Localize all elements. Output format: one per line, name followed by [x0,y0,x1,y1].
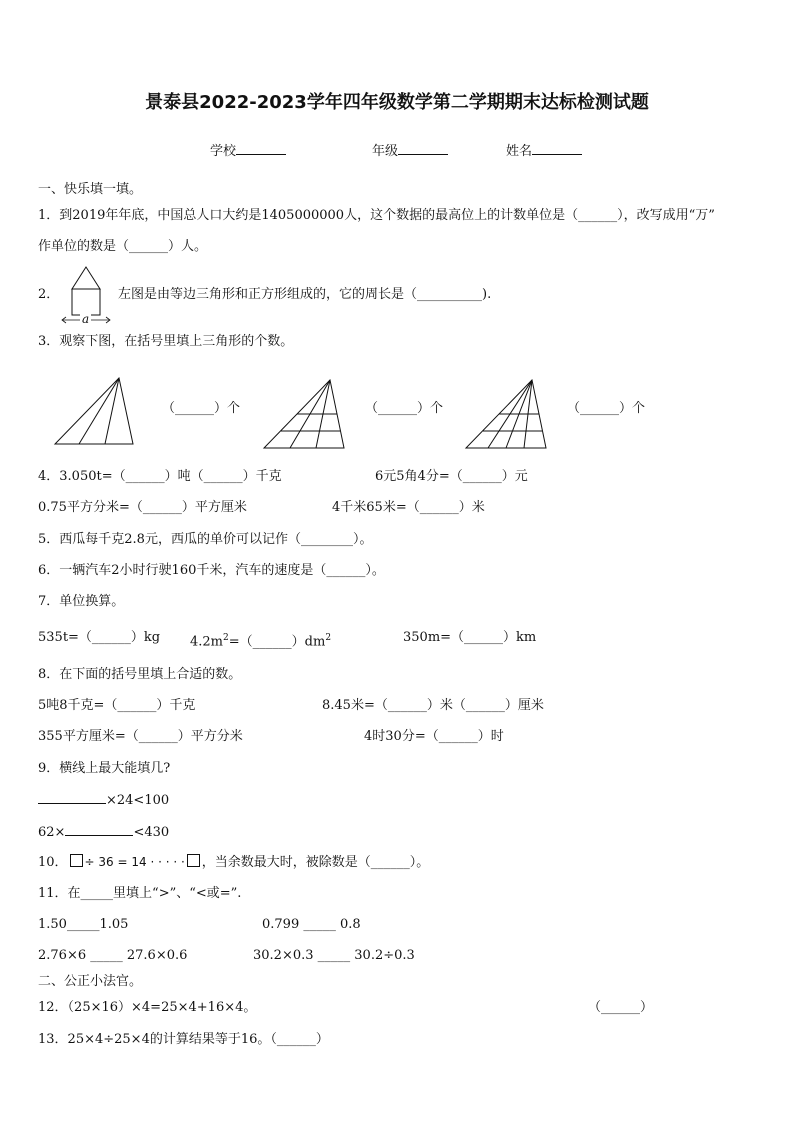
q2-number: 2． [38,287,60,302]
q9-b-prefix: 62× [38,825,66,840]
q12-text: 12．（25×16）×4=25×4+16×4。 [38,1000,257,1015]
q10-text: ，当余数最大时，被除数是（______）。 [201,855,430,870]
school-field[interactable] [210,140,286,159]
q7-b-exponent: 2 [223,633,229,643]
q3-answer-3: （______）个 [567,401,646,416]
grade-label: 年级 [372,144,399,159]
q8-part-c: 355平方厘米=（______）平方分米 [38,729,243,744]
q9-text: 9．横线上最大能填几? [38,761,171,776]
q13-text: 13．25×4÷25×4的计算结果等于16。（______） [38,1032,329,1047]
q10-number: 10． [38,855,68,870]
q6-text: 6．一辆汽车2小时行驶160千米，汽车的速度是（______）。 [38,563,385,578]
q3-answer-2: （______）个 [365,401,444,416]
q4-part-b: 6元5角4分=（______）元 [375,469,528,484]
q9-part-b [38,823,169,842]
dividend-box-icon [70,854,83,867]
side-length-label: a [82,312,90,326]
q11-part-a: 1.50_____1.05 [38,917,129,932]
q7-b-blank: =（______） [228,634,305,650]
page-title: 景泰县2022-2023学年四年级数学第二学期期末达标检测试题 [145,92,649,113]
triangle-figure-3 [466,378,548,448]
q8-part-a: 5吨8千克=（______）千克 [38,698,196,713]
name-field[interactable] [506,140,582,159]
name-label: 姓名 [506,144,533,159]
q2-text: 左图是由等边三角形和正方形组成的，它的周长是（__________). [118,287,492,302]
q5-text: 5．西瓜每千克2.8元，西瓜的单价可以记作（________）。 [38,532,373,547]
q3-answer-1: （______）个 [162,401,241,416]
q7-part-c: 350m=（______）km [403,630,537,645]
q7-part-a: 535t=（______）kg [38,630,161,645]
q9-part-a [38,791,169,810]
q3-text: 3．观察下图，在括号里填上三角形的个数。 [38,334,294,349]
q11-part-b: 0.799 _____ 0.8 [262,917,361,932]
q7-b-value: 4.2m [190,634,224,650]
q4-part-c: 0.75平方分米=（______）平方厘米 [38,500,247,515]
q7-b-unit: dm [304,634,326,650]
q12-answer: （______） [588,1000,654,1015]
q1-line1: 1．到2019年年底，中国总人口大约是1405000000人，这个数据的最高位上的计数单位是（______），改写成用“万” [38,208,715,223]
q8-part-b: 8.45米=（______）米（______）厘米 [322,698,544,713]
q10-line [38,853,429,872]
q10-equation: ÷ 36 = 14 · · · · · [84,855,185,869]
q7-b-unit-exponent: 2 [325,633,332,643]
q7-part-b [190,629,331,651]
q4-part-a: 4．3.050t=（______）吨（______）千克 [38,469,282,484]
q9-b-suffix: <430 [133,825,170,840]
grade-field[interactable] [372,140,448,159]
section-two-heading: 二、公正小法官。 [38,974,143,989]
q1-line2: 作单位的数是（______）人。 [38,239,208,254]
q4-part-d: 4千米65米=（______）米 [332,500,485,515]
q9-a-text: ×24<100 [106,793,170,808]
q7-text: 7．单位换算。 [38,594,125,609]
q11-part-d: 30.2×0.3 _____ 30.2÷0.3 [253,948,415,963]
q11-text: 11．在_____里填上“>”、“<或=”. [38,886,242,901]
q11-part-c: 2.76×6 _____ 27.6×0.6 [38,948,188,963]
q8-text: 8．在下面的括号里填上合适的数。 [38,667,242,682]
school-label: 学校 [210,144,237,159]
triangle-figure-1 [55,378,135,446]
triangle-figure-2 [264,378,344,448]
q8-part-d: 4时30分=（______）时 [364,729,504,744]
section-one-heading: 一、快乐填一填。 [38,182,143,197]
remainder-box-icon [187,854,200,867]
